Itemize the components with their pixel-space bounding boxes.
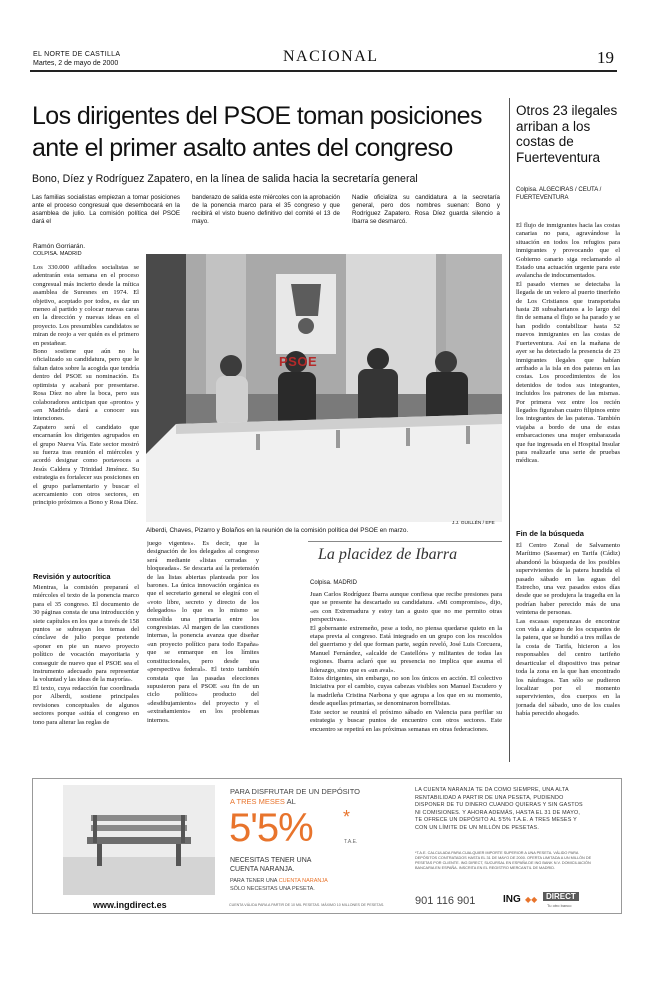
ad-asterisk: * [343, 807, 351, 827]
ad-url[interactable]: www.ingdirect.es [93, 900, 167, 910]
article-col1: Los 330.000 afiliados socialistas se adentrarán esta semana en el proceso congresual más incierto desde la mítica asamblea de Suresnes en 1974. El objetivo, aceptado por todos, es dar un meneo al partido y colocar nuevas caras en la dirección y nuevas ideas en el proyecto. Los presumibles candidatos se miran de reojo a ver quién es el primero en pestañear. Bono sostiene que aún no ha oficializado su candidatura, pero que le faltan datos sobre la acogida que tendría dentro del PSOE su nominación. Es optimista y acabará por presentarse. Rosa Díez no abre la boca, pero sus colaboradores anticipan que «pronto» y «en Madrid» dará a conocer sus intenciones. Zapatero será el candidato que encarnarán los dirigentes agrupados en el grupo Nueva Vía. Este sector mostró su fuerza tras reunión el miércoles y acordó designar como portavoces a Jesús Caldera y Trinidad Jiménez. Su estrategia es fortalecer sus posiciones en el grupo parlamentario y buscar el acercamiento con otros sectores, en principio próximos a Bono y Rosa Díez. [33, 264, 139, 507]
paper-name: EL NORTE DE CASTILLA [33, 51, 121, 58]
photo-illustration [146, 254, 502, 522]
ad-tae: T.A.E. [344, 839, 358, 845]
lion-icon: ◆◆ [525, 895, 538, 904]
ad-headline2 [230, 797, 296, 806]
photo-psoe-sign: PSOE [279, 354, 318, 369]
ad-al: AL [286, 797, 296, 806]
sidebar-subhead: Fin de la búsqueda [516, 529, 584, 538]
headline-line2: ante el primer asalto antes del congreso [32, 134, 453, 162]
col1-subhead: Revisión y autocrítica [33, 572, 111, 581]
ad-phone[interactable]: 901 116 901 [415, 895, 476, 907]
lead-col1: Las familias socialistas empiezan a tomar posiciones ante el proceso congresual que desembocará en la asamblea de julio. La comisión política del PSOE dará el [32, 194, 180, 225]
ad-have-text: PARA TENER UNA [230, 878, 278, 884]
article-col2: juego vigentes». Es decir, que la designación de los delegados al congreso será mediante «listas cerradas y bloqueadas». Se descarta así la pretensión de las listas abiertas planteada por los barones. La única innovación orgánica es que el secretario general se elegirá con el «voto libre, secreto y directo de los delegados» lo que es lo mismo se consolida una primaria entre los congresistas. Al margen de las cuestiones internas, la ponencia avanza que diseñar «un proyecto político para todo España» que se enmarque en los límites constitucionales, pero desde una «perspectiva federal». El texto también constata que las pasadas elecciones supusieron para el PSOE «su fin de un ciclo político» producto del «desdibujamiento» del proyecto y el «extrañamiento» en los problemas internos. [147, 540, 259, 724]
photo-caption: Alberdi, Chaves, Pizarro y Bolaños en la reunión de la comisión política del PSOE en marzo. [146, 527, 409, 534]
lead-col3: Nadie oficializa su candidatura a la secretaría general, pero dos nombres suenan: Bono y Rodríguez Zapatero. Rosa Díez guarda silencio a Ibarra se desmarcó. [352, 194, 500, 225]
photo-credit: J.J. GUILLÉN / EFE [452, 521, 495, 526]
headline-line1: Los dirigentes del PSOE toman posiciones [32, 102, 482, 130]
ad-bottom-note: CUENTA VÁLIDA PARA A PARTIR DE 10 MIL PESETAS. MÁXIMO 10 MILLONES DE PESETAS. [229, 903, 385, 907]
ad-brand-direct: DIRECT [543, 892, 579, 901]
ad-need2: CUENTA NARANJA. [230, 866, 295, 873]
ad-fine-print: *T.A.E. CALCULADA PARA CUALQUIER IMPORTE SUPERIOR A UNA PESETA. VÁLIDO PARA DEPÓSITOS CONTRATADOS HASTA EL 31 DE MAYO DE 2000. OFERTA LIMITADA A UN MILLÓN DE PESETAS POR CLIENTE. ING DIRECT, SUCURSAL EN ESPAÑA DE ING BANK N.V. DOMICILIACIÓN BANCARIA EN ESPAÑA. INSCRITA EN EL REGISTRO MERCANTIL DE MADRID. [415, 851, 592, 870]
sidebar-text2: El Centro Zonal de Salvamento Marítimo (Sasemar) en Tarifa (Cádiz) abandonó la búsqueda de los posibles supervivientes de la patera hundida el pasado sábado en las aguas del Estrecho, una vez pasados estos días desde que se produjera la tragedia en la podrían haber perecido más de una veintena de personas. Las escasas esperanzas de encontrar con vida a alguno de los ocupantes de la patera, que se hundió a tres millas de la costa de Tarifa, hicieron a los responsables del centro tarifeño desarticular el dispositivo tras peinar toda la zona en la que han encontrado los náufragos. Tan sólo se pudieron localizar por el momento supervivientes, dos cuerpos en la jornada del sábado, uno de los cuales había perecido ahogado. [516, 542, 620, 718]
ad-rate: 5'5% [229, 806, 313, 850]
ad-need1: NECESITAS TENER UNA [230, 857, 312, 864]
ad-brand-tag: Tu otro banco [547, 903, 572, 908]
ad-cuenta-naranja: CUENTA NARANJA [278, 878, 328, 884]
byline: Ramón Gorriarán. [33, 243, 86, 250]
subheadline: Bono, Díez y Rodríguez Zapatero, en la línea de salida hacia la secretaría general [32, 173, 418, 185]
ad-headline1: PARA DISFRUTAR DE UN DEPÓSITO [230, 787, 361, 796]
ad-photo [63, 785, 215, 895]
lead-col2: banderazo de salida este miércoles con la aprobación de la ponencia marco para el 35 congreso y que recibirá el visto bueno definitivo del comité el 13 de mayo. [192, 194, 340, 225]
ad-three-months: A TRES MESES [230, 797, 285, 806]
ad-have2: SÓLO NECESITAS UNA PESETA. [230, 886, 315, 892]
byline-agency: COLPISA. MADRID [33, 251, 82, 257]
boxed-text: Juan Carlos Rodríguez Ibarra aunque confiesa que recibe presiones para que se presente ha descartado su candidatura. «Mi compromiso», dijo, «es con Extremadura y estoy tan a gusto que no me permito otras perspectivas». El gobernante extremeño, pese a todo, no piensa quedarse quieto en la etapa previa al congreso. Está integrado en un grupo con los rescoldos del guerrismo y del que forman parte, según reveló, José Luis Corcuera, Manuel Fernández, «alcalde de Castellón» y militantes de todas las regiones. Ibarra aclaró que su presencia no implica que asuma el liderazgo, sino que es «un aval». Estos dirigentes, sin embargo, no son los únicos en acción. El colectivo Iniciativa por el cambio, cuyas cabezas visibles son Manuel Escudero y la madrileña Cristina Narbona y que agrupa a los que en su momento, desde aquellas primarias, se denominaron borrellistas. Este sector se reunirá el próximo sábado en Valencia para perfilar su estrategia y buscar puntos de encuentro con otros sectores. Este encuentro se repetirá en las próximas semanas en otras federaciones. [310, 591, 502, 733]
issue-date: Martes, 2 de mayo de 2000 [33, 60, 119, 67]
bench-illustration [63, 785, 215, 895]
ad-have1 [230, 878, 328, 884]
sidebar-agency: Colpisa. ALGECIRAS / CEUTA / FUERTEVENTURA [516, 187, 602, 201]
header-rule [30, 70, 617, 72]
page-number: 19 [597, 48, 614, 67]
boxed-agency: Colpisa. MADRID [310, 580, 358, 586]
sidebar-divider [509, 98, 510, 762]
article-col1-part2: Mientras, la comisión preparará el miércoles el texto de la ponencia marco para el 35 congreso. El documento de 30 páginas consta de una introducción y siete capítulos en los que a través de 158 puntos se subrayan los temas del cónclave de julio porque pretende «poner en pie un nuevo proyecto político de vocación mayoritaria y conseguir de nuevo que el PSOE sea el instrumento adecuado para representar la voluntad y las ideas de la mayoría». El texto, cuya redacción fue coordinada por Alberdi, sostiene principales revisiones conceptuales de algunos sectores porque «sitúa el congreso en tono para alterar las reglas de [33, 584, 139, 726]
section-title: NACIONAL [283, 48, 379, 65]
boxed-title: La placidez de Ibarra [318, 546, 458, 563]
photo-psoe-meeting [146, 254, 502, 522]
boxed-rule-top [308, 541, 502, 542]
ad-right-text: LA CUENTA NARANJA TE DA COMO SIEMPRE, UNA ALTA RENTABILIDAD A PARTIR DE UNA PESETA, PUDIENDO DISPONER DE TU DINERO CUANDO QUIERAS Y SIN GASTOS NI COMISIONES. Y AHORA ADEMÁS, HASTA EL 31 DE MAYO, TE OFRECE UN DEPÓSITO AL 5'5% T.A.E. A TRES MESES Y CON UN LÍMITE DE UN MILLÓN DE PESETAS. [415, 787, 583, 831]
ad-ingdirect[interactable] [32, 778, 622, 914]
sidebar-title: Otros 23 ilegales arriban a los costas de Fuerteventura [516, 103, 618, 165]
ad-brand-logo [503, 892, 615, 910]
sidebar-text: El flujo de inmigrantes hacia las costas canarias no para, agravándose la situación en todos los refugios para inmigrantes y provocando que el Gobierno canario siga reclamando al Estado una actuación urgente para este avalancha de indocumentados. El pasado viernes se detectaba la llegada de un velero al puerto tinerfeño de Los Cristianos que transportaba hasta 28 subsaharianos a lo largo del fin de semana el flujo se ha parado y se han podido contabilizar hasta 52 nuevos inmigrantes en las costas de Fuerteventura. Así en la mañana de ayer se ha detectado la presencia de 23 inmigrantes ilegales que habían arribado a la isla en dos pateras en las costas. Los procedimientos de los detenidos de todos sus integrantes, incluidos los patrones de las mismas. Por primera vez entre los recién llegados figuraban cuatro filipinos entre los integrantes de las pateras. También viajaba a bordo de una de estas embarcaciones una mujer embarazada que fue ingresada en el Hospital Insular para realizarle una serie de pruebas médicas. [516, 222, 620, 465]
ad-brand-ing: ING [503, 894, 521, 905]
